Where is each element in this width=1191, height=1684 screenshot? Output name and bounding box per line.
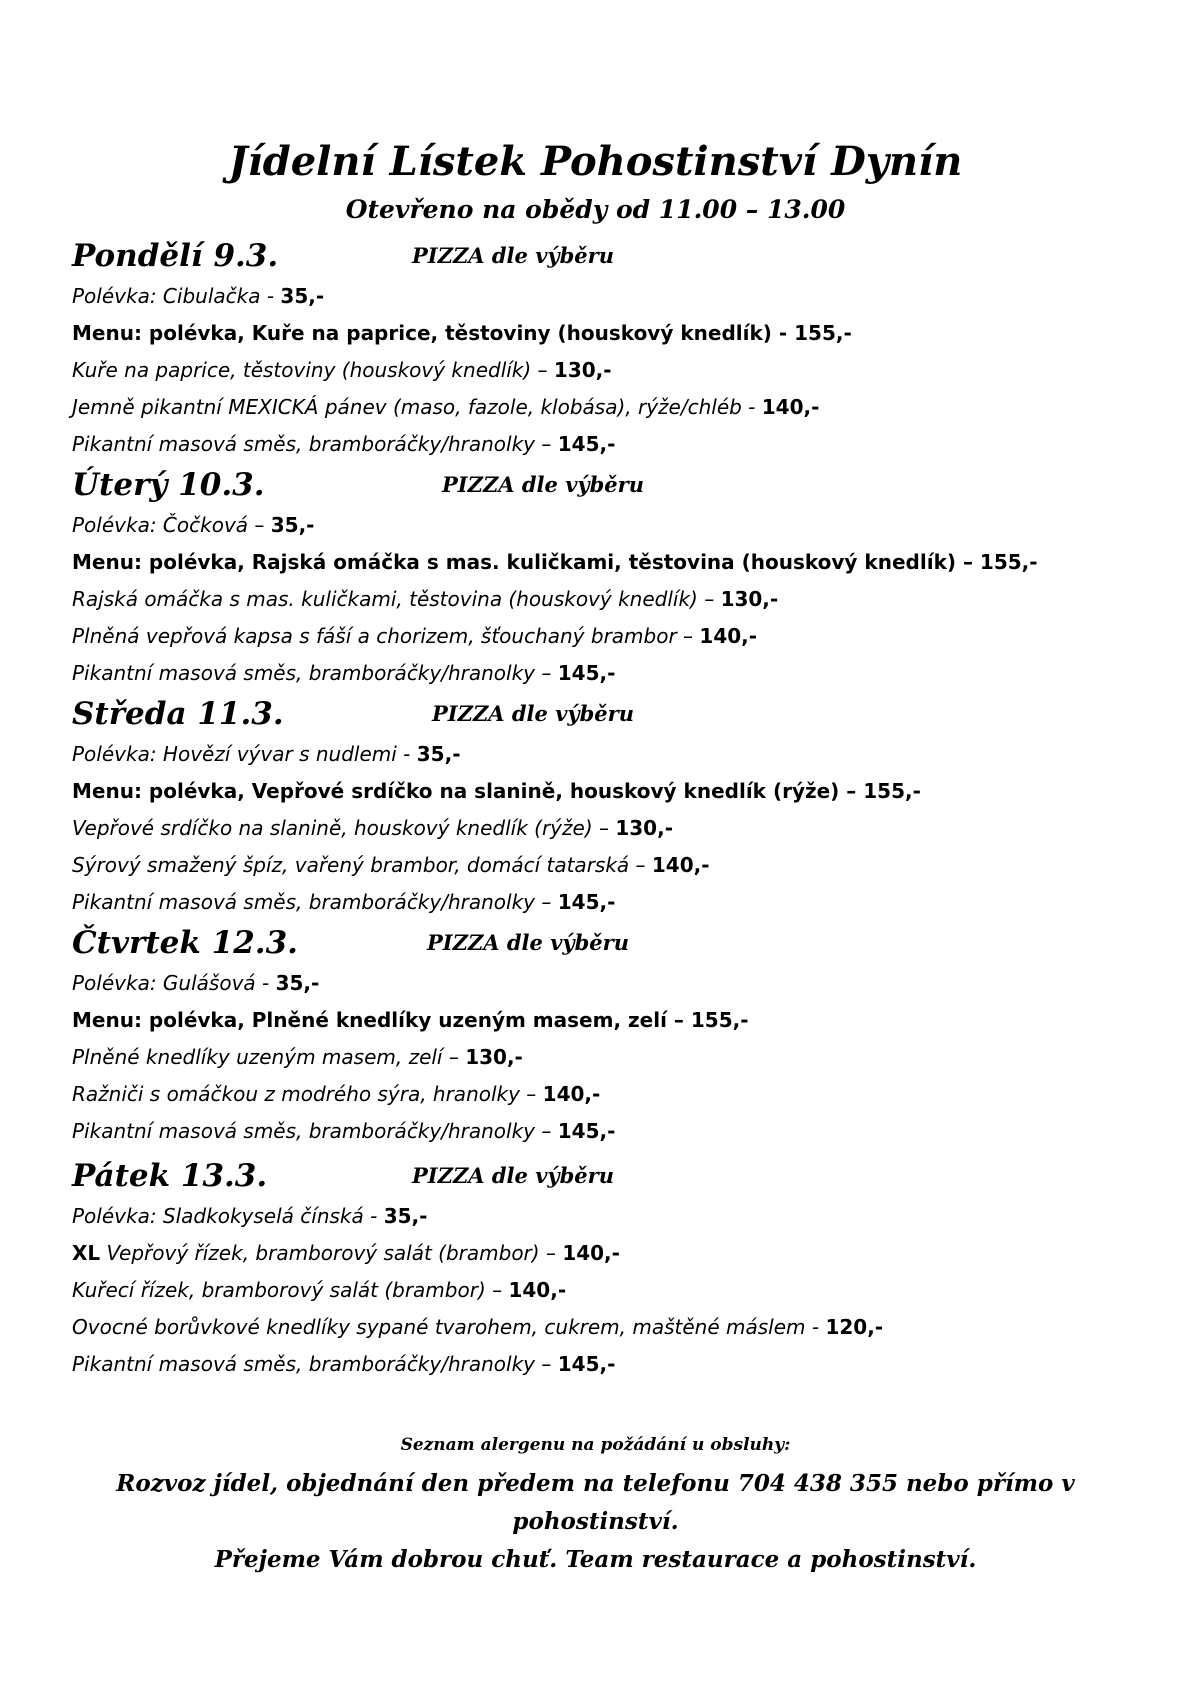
soup-item [72,965,1152,1002]
item-price: 120,- [825,1315,884,1339]
item-price: 145,- [557,890,616,914]
day-name: Čtvrtek 12.3. [72,925,298,961]
item-price: 140,- [542,1082,601,1106]
day-section-tuesday [72,463,1152,692]
item-text: Polévka: Gulášová - [72,971,276,995]
soup-item [72,507,1152,544]
soup-item [72,736,1152,773]
menu-item [72,315,1152,352]
dish-item [72,810,1152,847]
item-prefix: XL [72,1241,101,1265]
day-name: Úterý 10.3. [72,467,265,503]
item-price: 130,- [615,816,673,840]
item-text: Ražniči s omáčkou z modrého sýra, hranolky – [72,1082,543,1106]
item-text: Kuřecí řízek, bramborový salát (brambor) – [72,1278,509,1302]
day-header [72,921,1152,965]
item-price: 140,- [699,624,758,648]
item-text: Plněné knedlíky uzeným masem, zelí – [72,1045,466,1069]
item-price: 140,- [651,853,710,877]
dish-item [72,1235,1152,1272]
dish-item [72,1309,1152,1346]
item-text: Polévka: Sladkokyselá čínská - [72,1204,384,1228]
item-text: Polévka: Čočková – [72,513,271,537]
day-section-friday [72,1154,1152,1383]
dish-item [72,884,1152,921]
item-text: Menu: polévka, Vepřové srdíčko na slanině, houskový knedlík (rýže) – 155,- [72,779,921,803]
dish-item [72,1039,1152,1076]
item-text: Pikantní masová směs, bramboráčky/hranolky – [72,661,558,685]
item-price: 130,- [553,358,612,382]
item-text: Sýrový smažený špíz, vařený brambor, domácí tatarská – [72,853,652,877]
day-name: Pondělí 9.3. [72,238,279,274]
delivery-note-line1: Rozvoz jídel, objednání den předem na telefonu 704 438 355 nebo přímo v [116,1470,1075,1497]
day-header [72,692,1152,736]
item-price: 130,- [465,1045,523,1069]
soup-item [72,1198,1152,1235]
menu-item [72,1002,1152,1039]
dish-item [72,1346,1152,1383]
dish-item [72,847,1152,884]
item-text: Rajská omáčka s mas. kuličkami, těstovina (houskový knedlík) – [72,587,721,611]
pizza-note: PIZZA dle výběru [427,930,629,955]
pizza-note: PIZZA dle výběru [412,243,614,268]
pizza-note: PIZZA dle výběru [442,472,644,497]
days-list [72,234,1152,1383]
item-text: Jemně pikantní MEXICKÁ pánev (maso, fazole, klobása), rýže/chléb - [72,395,762,419]
item-price: 145,- [557,1119,616,1143]
day-header [72,1154,1152,1198]
day-name: Středa 11.3. [72,696,284,732]
item-price: 145,- [557,432,616,456]
item-text: Plněná vepřová kapsa s fáší a chorizem, šťouchaný brambor – [72,624,700,648]
dish-item [72,1113,1152,1150]
day-header [72,463,1152,507]
item-price: 35,- [383,1204,428,1228]
opening-hours: Otevřeno na obědy od 11.00 – 13.00 [345,195,846,224]
dish-item [72,655,1152,692]
dish-item [72,581,1152,618]
item-text: Menu: polévka, Plněné knedlíky uzeným masem, zelí – 155,- [72,1008,749,1032]
dish-item [72,352,1152,389]
item-price: 140,- [761,395,820,419]
pizza-note: PIZZA dle výběru [412,1163,614,1188]
day-header [72,234,1152,278]
item-text: Pikantní masová směs, bramboráčky/hranolky – [72,1119,558,1143]
item-text: Pikantní masová směs, bramboráčky/hranolky – [72,1352,558,1376]
delivery-note-line2: pohostinství. [512,1508,679,1535]
item-text: Vepřové srdíčko na slanině, houskový knedlík (rýže) – [72,816,616,840]
item-price: 140,- [562,1241,620,1265]
item-price: 35,- [275,971,320,995]
day-section-monday [72,234,1152,463]
item-price: 145,- [557,1352,616,1376]
item-price: 145,- [557,661,616,685]
item-text: Vepřový řízek, bramborový salát (brambor) – [100,1241,563,1265]
day-section-wednesday [72,692,1152,921]
item-text: Polévka: Cibulačka - [72,284,281,308]
menu-item [72,544,1152,581]
item-text: Pikantní masová směs, bramboráčky/hranolky – [72,432,558,456]
item-price: 35,- [416,742,461,766]
dish-item [72,618,1152,655]
item-text: Kuře na paprice, těstoviny (houskový knedlík) – [72,358,554,382]
item-text: Ovocné borůvkové knedlíky sypané tvarohem, cukrem, maštěné máslem - [72,1315,826,1339]
day-name: Pátek 13.3. [72,1158,268,1194]
allergens-note: Seznam alergenu na požádání u obsluhy: [400,1435,791,1455]
dish-item [72,389,1152,426]
item-price: 140,- [508,1278,567,1302]
item-text: Menu: polévka, Rajská omáčka s mas. kuličkami, těstovina (houskový knedlík) – 155,- [72,550,1038,574]
item-price: 35,- [270,513,315,537]
pizza-note: PIZZA dle výběru [432,701,634,726]
item-price: 130,- [720,587,779,611]
item-text: Polévka: Hovězí vývar s nudlemi - [72,742,417,766]
item-text: Pikantní masová směs, bramboráčky/hranolky – [72,890,558,914]
item-text: Menu: polévka, Kuře na paprice, těstoviny (houskový knedlík) - 155,- [72,321,852,345]
dish-item [72,426,1152,463]
soup-item [72,278,1152,315]
dish-item [72,1272,1152,1309]
dish-item [72,1076,1152,1113]
menu-item [72,773,1152,810]
page-title: Jídelní Lístek Pohostinství Dynín [228,138,963,185]
closing-wish: Přejeme Vám dobrou chuť. Team restaurace a pohostinství. [214,1546,977,1573]
day-section-thursday [72,921,1152,1150]
item-price: 35,- [280,284,325,308]
